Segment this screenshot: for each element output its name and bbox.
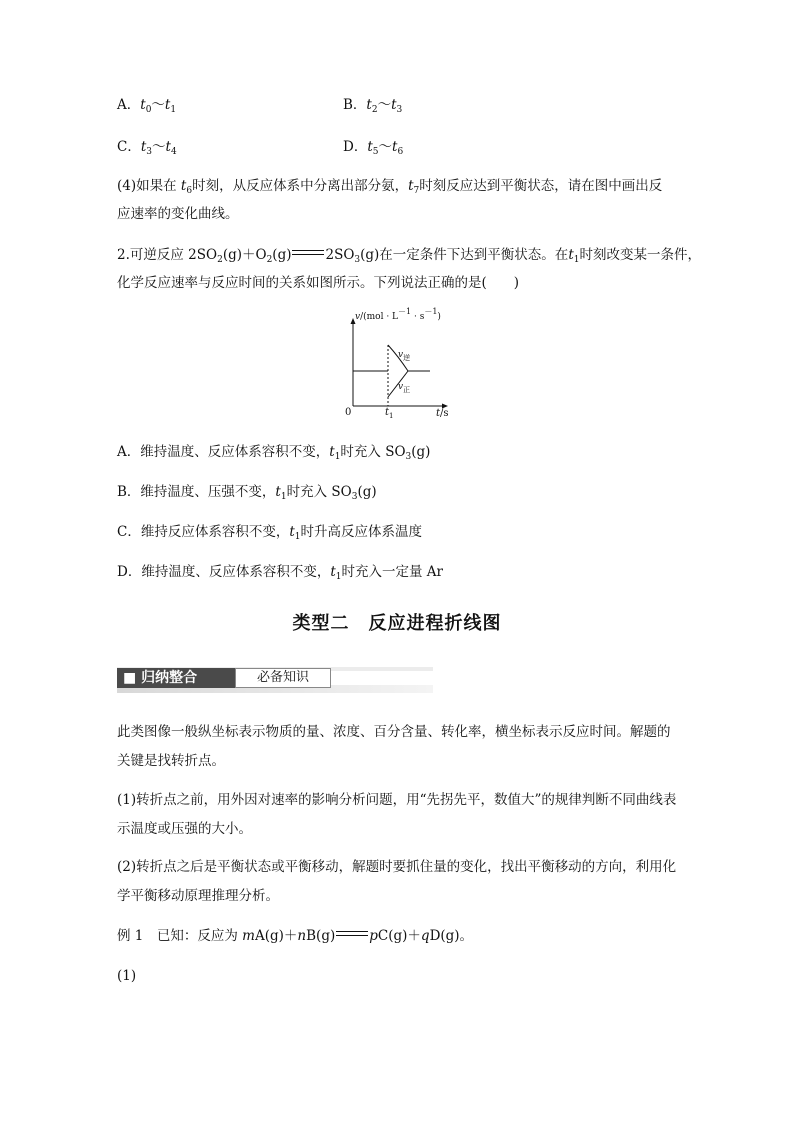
x-axis-label: t/s [436,408,449,419]
v-forward-label: $v_正$ [398,382,411,394]
section-title: 类型二 反应进程折线图 [292,613,502,634]
example-1: 例 1 已知：反应为 mA(g)＋nB(g) pC(g)＋qD(g)。 [117,928,474,944]
part4-line1: (4)如果在 $t_6$时刻，从反应体系中分离出部分氨，$t_7$时刻反应达到平衡状态，请在图中画出反 [117,178,663,196]
q2-option-c: C．维持反应体系容积不变，$t_1$时升高反应体系温度 [117,524,423,542]
q2-option-b: B．维持温度、压强不变，$t_1$时充入 $SO_3(g)$ [117,484,377,502]
q2-option-d: D．维持温度、反应体系容积不变，$t_1$时充入一定量 Ar [117,564,443,582]
sub-question-1: (1) [117,968,137,984]
q2-option-a: A．维持温度、反应体系容积不变，$t_1$时充入 $SO_3(g)$ [117,444,431,462]
q2-stem-line1: 2.可逆反应 $2SO_2(g)+O_2(g)$ $2SO_3(g)$在一定条件下达到平衡状态。在$t_1$时刻改变某一条件， [117,247,701,265]
point-1-paragraph: (1)转折点之前，用外因对速率的影响分析问题，用“先拐先平，数值大”的规律判断不同曲线表示温度或压强的大小。 [117,792,677,837]
t1-tick-label: $t_1$ [385,407,394,420]
y-axis-label: $v/(mol \cdot L^{-1} \cdot s^{-1})$ [355,307,441,322]
option-c: C．$t_3\sim t_4$ [117,139,177,157]
option-b: B．$t_2\sim t_3$ [343,97,403,115]
equilibrium-arrow-icon [292,248,324,258]
knowledge-banner [117,667,433,693]
equilibrium-arrow-icon [336,929,368,939]
part4-line2: 应速率的变化曲线。 [117,206,239,222]
banner-left-label: ■ 归纳整合 [117,668,235,688]
point-2-paragraph: (2)转折点之后是平衡状态或平衡移动，解题时要抓住量的变化，找出平衡移动的方向，利用化学平衡移动原理推理分析。 [117,859,677,904]
option-d: D．$t_5\sim t_6$ [343,139,404,157]
intro-paragraph: 此类图像一般纵坐标表示物质的量、浓度、百分含量、转化率，横坐标表示反应时间。解题的关键是找转折点。 [117,724,671,769]
q2-stem-line2: 化学反应速率与反应时间的关系如图所示。下列说法正确的是( ) [117,275,520,291]
origin-label: 0 [345,407,352,418]
v-reverse-label: $v_逆$ [398,350,411,362]
banner-right-label: 必备知识 [235,668,331,688]
rate-time-graph [340,307,460,424]
option-a: A．$t_0\sim t_1$ [117,97,177,115]
